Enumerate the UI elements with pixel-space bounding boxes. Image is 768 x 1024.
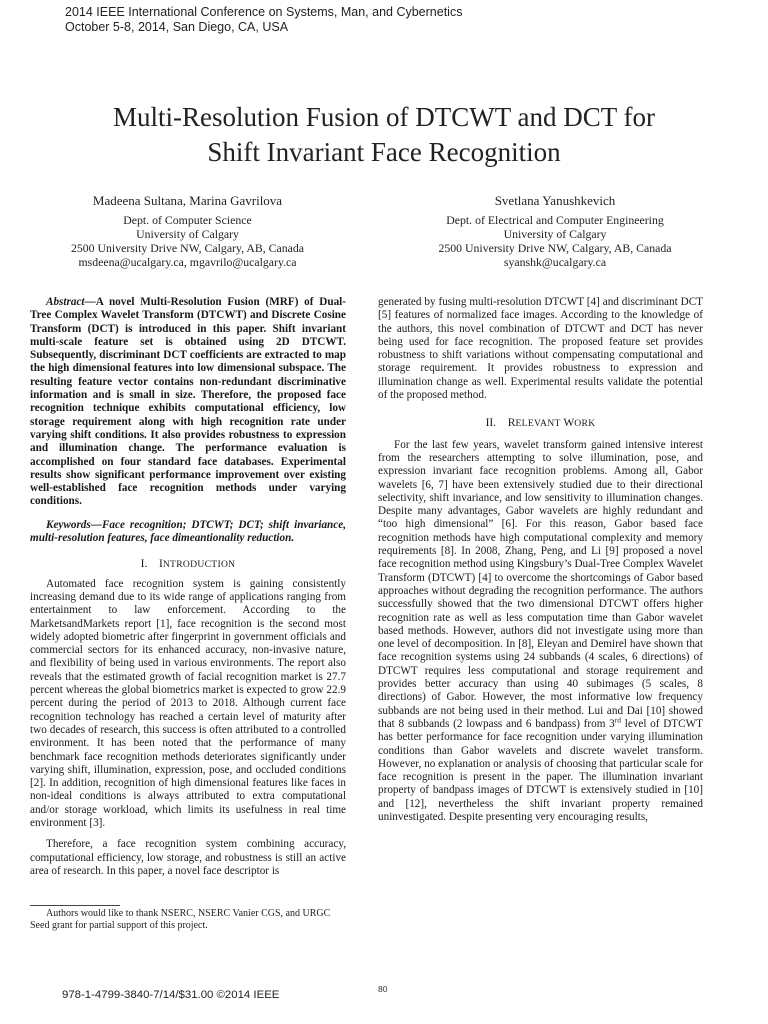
- author-block-right: [400, 192, 710, 269]
- author-dept: Dept. of Computer Science: [123, 213, 252, 227]
- right-column: [378, 296, 703, 832]
- paragraph: generated by fusing multi-resolution DTCWT [4] and discriminant DCT [5] features of normalized face images. According to the knowledge of the authors, this novel combination of DTCWT and DCT has never being used for face recognition. The proposed feature set provides robustness to shift variations without compensating computational and storage requirement. It provides robustness to expression and illumination change as well. Experimental results validate the potential of the proposed method.: [378, 296, 703, 402]
- author-address: 2500 University Drive NW, Calgary, AB, Canada: [70, 241, 305, 255]
- abstract-label: Abstract: [46, 296, 85, 308]
- footnote-rule: [30, 905, 120, 906]
- author-block-left: [40, 192, 335, 269]
- paragraph: Therefore, a face recognition system combining accuracy, computational efficiency, low storage, and robustness is still an active area of research. In this paper, a novel face descriptor is: [30, 838, 346, 877]
- author-names: Madeena Sultana, Marina Gavrilova: [92, 193, 283, 208]
- conference-header: [65, 5, 462, 35]
- copyright-line: 978-1-4799-3840-7/14/$31.00 ©2014 IEEE: [62, 989, 280, 1001]
- paper-title: [0, 100, 768, 170]
- title-line-1: Multi-Resolution Fusion of DTCWT and DCT for: [113, 102, 655, 132]
- author-university: University of Calgary: [503, 227, 607, 241]
- author-email: syanshk@ucalgary.ca: [503, 255, 607, 269]
- conference-dates: October 5-8, 2014, San Diego, CA, USA: [65, 20, 289, 34]
- author-names: Svetlana Yanushkevich: [494, 193, 616, 208]
- paragraph: For the last few years, wavelet transform gained intensive interest from the researchers attempting to solve illumination, pose, and expression invariant face recognition problems. Among all, Gabor wavelets [6, 7] have been extensively studied due to their directional selectivity, shift invariance, and low sensitivity to illumination changes. Despite many advantages, Gabor wavelets are highly redundant and “too high dimensional” [6]. For this reason, Gabor based face recognition methods have high computational complexity and memory requirements [8]. In 2008, Zhang, Peng, and Li [9] proposed a novel face recognition method using Kingsbury’s Dual-Tree Complex Wavelet Transform (DTCWT) [4] to overcome the shortcomings of Gabor based approaches without degrading the recognition performance. The authors successfully showed that the two dimensional DTCWT offers higher recognition rate as well as less computation time than Gabor wavelet based methods. However, authors did not investigate using more than one level of decomposition. In [8], Eleyan and Demirel have shown that face recognition systems using 24 subbands (4 scales, 6 directions) of DTCWT requires less computational and storage requirement and provides better accuracy than using 40 subimages (5 scales, 8 directions) of Gabor. However, the most informative low frequency subbands are not being used in their method. Lui and Dai [10] showed that 8 subbands (2 lowpass and 6 bandpass) from 3rd level of DTCWT has better performance for face recognition under varying illumination conditions than Gabor wavelets and discrete wavelet transform. However, no explanation or analysis of choosing that particular scale for face recognition is present in the paper. The illumination invariant property of bandpass images of DTCWT is extensively studied in [10] and [12], nevertheless the shift invariant property remained uninvestigated. Despite presenting very encouraging results,: [378, 438, 703, 823]
- page-number: 80: [378, 984, 388, 994]
- abstract: [30, 296, 346, 509]
- title-line-2: Shift Invariant Face Recognition: [207, 137, 561, 167]
- author-university: University of Calgary: [136, 227, 239, 241]
- keywords: Keywords—Face recognition; DTCWT; DCT; shift invariance, multi-resolution features, face dimeantionality reduction.: [30, 518, 346, 545]
- section-heading-related-work: II. RELEVANT WORK: [485, 416, 596, 430]
- footnote: Authors would like to thank NSERC, NSERC Vanier CGS, and URGC Seed grant for partial support of this project.: [30, 908, 331, 931]
- paragraph: Automated face recognition system is gaining consistently increasing demand due to its wide range of applications ranging from entertainment to law enforcement. According to the MarketsandMarkets report [1], face recognition is the second most widely adopted biometric after fingerprint in government officials and commercial sectors for its enhanced accuracy, non-invasive nature, and flexibility of being used in various environments. The report also reveals that the estimated growth of facial recognition market is 27.7 percent whereas the global biometrics market is expected to grow 22.9 percent during the period of 2013 to 2018. Although current face recognition technology has reached a certain level of maturity after two decades of research, this success is often attributed to a controlled environment. It has been noted that the performance of many benchmark face recognition methods deteriorates significantly under varying shift, illumination, expression, pose, and occluded conditions [2]. In addition, recognition of high dimensional features like faces in non-ideal conditions is always attributed to extra computational and/or storage workload, which limits its usefulness in real time environment [3].: [30, 577, 346, 829]
- author-email: msdeena@ucalgary.ca, mgavrilo@ucalgary.ca: [78, 255, 297, 269]
- section-heading-introduction: I. INTRODUCTION: [140, 557, 236, 571]
- conference-name: 2014 IEEE International Conference on Systems, Man, and Cybernetics: [65, 5, 463, 19]
- author-dept: Dept. of Electrical and Computer Engineering: [446, 213, 664, 227]
- abstract-text: —A novel Multi-Resolution Fusion (MRF) of Dual-Tree Complex Wavelet Transform (DTCWT) and Discrete Cosine Transform (DCT) is introduced in this paper. Shift invariant multi-scale feature set is obtained using 2D DTCWT. Subsequently, discriminant DCT coefficients are extracted to map the high dimensional features into low dimensional subspace. The resulting feature vector contains non-redundant discriminative information and is small in size. Therefore, the proposed face recognition technique exhibits computational efficiency, low storage requirement along with high recognition rate under varying shift conditions. It also provides robustness to expression and illumination change. The performance evaluation is accomplished on four standard face databases. Experimental results show significant performance improvement over existing well-established face recognition methods under varying conditions.: [30, 296, 346, 508]
- author-address: 2500 University Drive NW, Calgary, AB, Canada: [438, 241, 672, 255]
- left-column: [30, 296, 346, 886]
